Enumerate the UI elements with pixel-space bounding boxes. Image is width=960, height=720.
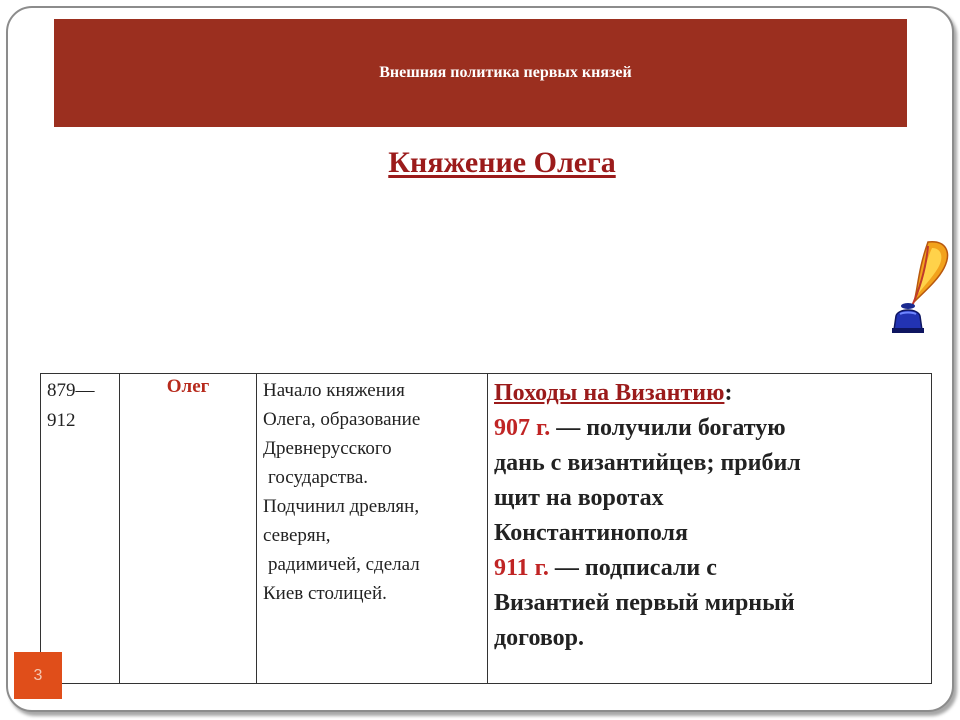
- event-911-text: договор.: [494, 625, 584, 651]
- event-911-year: 911 г.: [494, 555, 549, 581]
- events-heading-line: [494, 376, 925, 411]
- event-911-text: Византией первый мирный: [494, 590, 795, 616]
- table-row: [41, 374, 932, 684]
- page-number-badge: [14, 652, 62, 699]
- prince-cell: [120, 374, 257, 684]
- events-heading: Походы на Византию: [494, 380, 725, 406]
- event-907-year: 907 г.: [494, 415, 551, 441]
- slide-title: Внешняя политика первых князей: [379, 64, 632, 81]
- date-end: 912: [47, 410, 76, 431]
- description-cell: [257, 374, 488, 684]
- description-line: радимичей, сделал: [268, 554, 420, 575]
- description-line: Киев столицей.: [263, 583, 387, 604]
- slide-subtitle: Княжение Олега: [388, 146, 616, 179]
- header-bar: [54, 19, 907, 127]
- event-907-text: щит на воротах: [494, 485, 664, 511]
- events-table: [40, 373, 932, 684]
- event-907-line: [494, 411, 925, 446]
- events-cell: [488, 374, 932, 684]
- event-911-line: [494, 551, 925, 586]
- event-907-text: Константинополя: [494, 520, 689, 546]
- date-cell: [41, 374, 120, 684]
- event-907-text: дань с византийцев; прибил: [494, 450, 801, 476]
- description-line: государства.: [268, 467, 369, 488]
- description-line: Олега, образование: [263, 409, 421, 430]
- description-line: Древнерусского: [263, 438, 392, 459]
- date-start: 879—: [47, 380, 95, 401]
- prince-name: Олег: [166, 376, 210, 397]
- event-907-text: — получили богатую: [550, 415, 786, 441]
- events-heading-colon: :: [724, 380, 733, 406]
- inkwell-quill-icon: [888, 238, 954, 334]
- event-911-text: — подписали с: [548, 555, 717, 581]
- description-line: северян,: [263, 525, 331, 546]
- page-number: 3: [33, 666, 43, 684]
- description-line: Подчинил древлян,: [263, 496, 420, 517]
- description-line: Начало княжения: [263, 380, 405, 401]
